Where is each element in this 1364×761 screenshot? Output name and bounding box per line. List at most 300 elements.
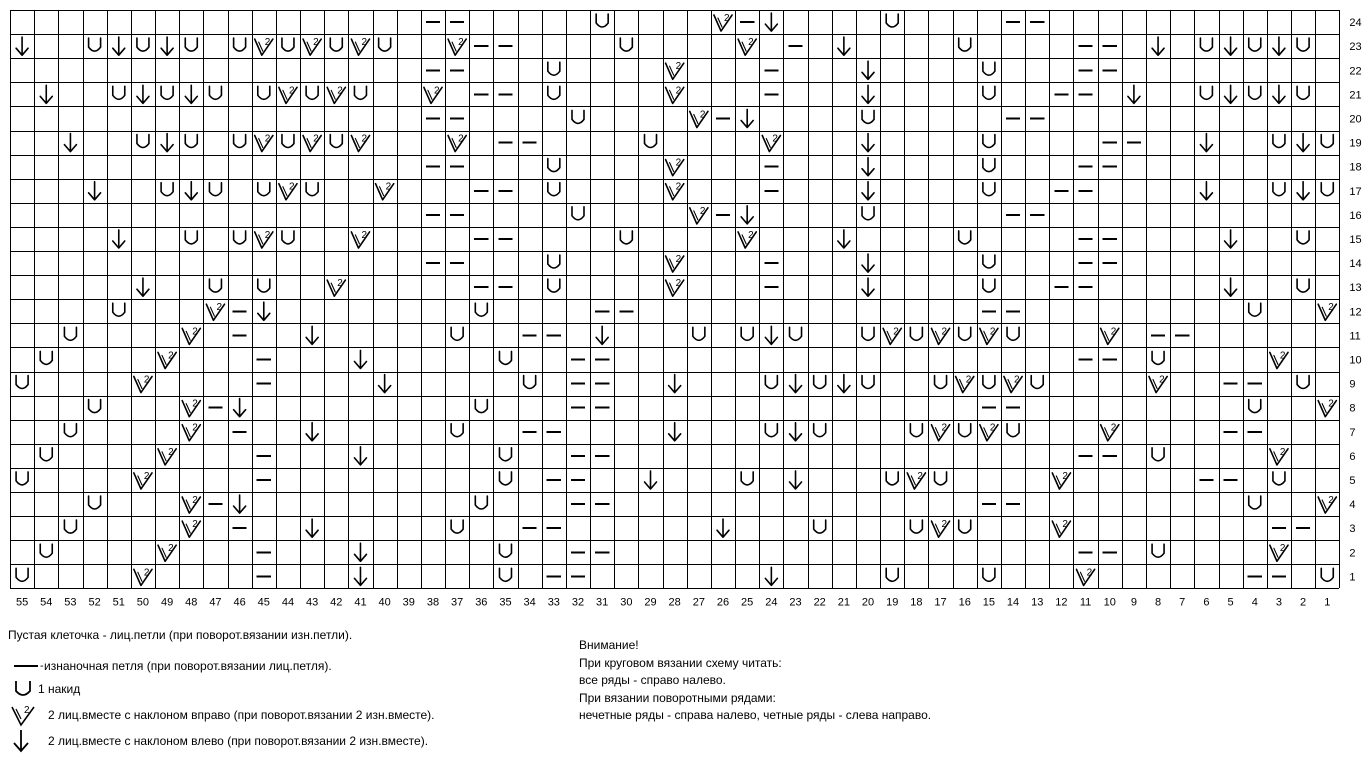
yarn-over-mark xyxy=(306,183,318,196)
yarn-over-mark xyxy=(765,376,777,389)
column-number: 9 xyxy=(1130,596,1137,609)
k2tog-right-two: 2 xyxy=(675,61,682,73)
yarn-over-mark xyxy=(935,472,947,485)
row-number: 18 xyxy=(1349,161,1362,174)
column-number: 45 xyxy=(257,596,270,609)
k2tog-left-mark xyxy=(185,182,197,200)
column-number: 36 xyxy=(475,596,488,609)
yarn-over-mark xyxy=(1297,279,1309,292)
yarn-over-mark xyxy=(910,327,922,340)
k2tog-left-mark xyxy=(354,567,366,585)
yarn-over-mark xyxy=(1321,135,1333,148)
reading-note xyxy=(579,637,931,725)
k2tog-right-two: 2 xyxy=(192,495,198,506)
yarn-over-mark xyxy=(499,544,511,557)
yarn-over-mark xyxy=(983,86,995,99)
yarn-over-mark xyxy=(959,327,971,340)
column-number: 19 xyxy=(886,596,899,609)
k2tog-right-two: 2 xyxy=(1328,495,1334,506)
k2tog-left-mark xyxy=(1152,37,1164,55)
yarn-over-mark xyxy=(451,327,463,340)
yarn-over-mark xyxy=(1273,135,1285,148)
column-number: 46 xyxy=(233,596,246,609)
yarn-over-mark xyxy=(1249,496,1261,509)
row-number: 3 xyxy=(1349,523,1356,536)
k2tog-left-mark xyxy=(790,375,802,393)
yarn-over-mark xyxy=(89,496,101,509)
k2tog-left-mark xyxy=(741,206,753,224)
column-number: 33 xyxy=(547,596,560,609)
row-number: 21 xyxy=(1349,89,1362,102)
k2tog-right-two: 2 xyxy=(1279,543,1286,555)
yarn-over-mark xyxy=(499,568,511,581)
yarn-over-mark xyxy=(330,135,342,148)
k2tog-left-mark xyxy=(717,519,729,537)
yarn-over-mark xyxy=(40,351,52,364)
yarn-over-mark xyxy=(209,86,221,99)
k2tog-left-mark xyxy=(185,85,197,103)
column-number: 54 xyxy=(40,596,53,609)
k2tog-left-mark xyxy=(838,230,850,248)
k2tog-right-two: 2 xyxy=(989,422,996,434)
yarn-over-mark xyxy=(1273,183,1285,196)
yarn-over-mark xyxy=(185,38,197,51)
k2tog-right-two: 2 xyxy=(264,133,271,145)
yarn-over-mark xyxy=(234,38,246,51)
k2tog-right-two: 2 xyxy=(965,374,972,386)
k2tog-right-two: 2 xyxy=(675,85,682,97)
yarn-over-mark xyxy=(886,568,898,581)
k2tog-left-mark xyxy=(790,471,802,489)
k2tog-left-mark xyxy=(234,399,246,417)
k2tog-right-two: 2 xyxy=(192,519,198,531)
yarn-over-mark xyxy=(137,38,149,51)
note-line-5: нечетные ряды - справа налево, четные ряды - слева направо. xyxy=(579,708,932,722)
yarn-over-mark xyxy=(282,231,294,244)
k2tog-right-two: 2 xyxy=(337,278,343,290)
yarn-over-mark xyxy=(113,86,125,99)
k2tog-left-mark xyxy=(234,495,246,513)
column-number: 49 xyxy=(160,596,174,609)
column-number: 55 xyxy=(15,596,29,609)
k2tog-left-mark xyxy=(1297,134,1309,152)
yarn-over-mark xyxy=(741,472,753,485)
k2tog-right-two: 2 xyxy=(143,470,150,482)
yarn-over-mark xyxy=(886,472,898,485)
yarn-over-mark xyxy=(983,135,995,148)
k2tog-left-mark xyxy=(862,254,874,272)
yarn-over-mark xyxy=(983,255,995,268)
k2tog-right-two: 2 xyxy=(1328,302,1334,314)
yarn-over-mark xyxy=(959,424,971,437)
k2tog-right-icon xyxy=(8,703,48,727)
yarn-over-mark xyxy=(185,231,197,244)
k2tog-left-mark xyxy=(64,134,76,152)
yarn-over-mark xyxy=(693,327,705,340)
column-number: 47 xyxy=(209,596,222,609)
k2tog-right-two: 2 xyxy=(748,229,754,241)
yarn-over-mark xyxy=(548,159,560,172)
yarn-over-mark xyxy=(234,135,246,148)
yarn-over-mark xyxy=(64,327,76,340)
row-number: 16 xyxy=(1349,209,1362,222)
k2tog-left-mark xyxy=(1225,230,1237,248)
k2tog-left-mark xyxy=(838,37,850,55)
row-number: 15 xyxy=(1349,233,1362,246)
k2tog-left-mark xyxy=(161,134,173,152)
yarn-over-mark xyxy=(548,255,560,268)
column-number: 22 xyxy=(813,596,826,609)
column-number: 48 xyxy=(185,596,198,609)
yarn-over-mark xyxy=(572,207,584,220)
yarn-over-mark xyxy=(16,568,28,581)
yarn-over-mark xyxy=(137,135,149,148)
column-number: 35 xyxy=(499,596,512,609)
k2tog-left-mark xyxy=(354,543,366,561)
k2tog-right-two: 2 xyxy=(288,181,295,193)
yarn-over-mark xyxy=(282,135,294,148)
k2tog-right-two: 2 xyxy=(675,254,682,265)
yarn-over-mark xyxy=(741,327,753,340)
row-number: 14 xyxy=(1349,258,1362,271)
legend-empty-cell: Пустая клеточка - лиц.петли (при поворот.вязании изн.петли). xyxy=(8,628,353,642)
k2tog-left-mark xyxy=(669,375,681,393)
row-number: 22 xyxy=(1349,65,1362,78)
column-number: 38 xyxy=(426,596,440,609)
k2tog-right-two: 2 xyxy=(941,519,948,531)
yarn-over-mark xyxy=(1297,376,1309,389)
column-number: 20 xyxy=(861,596,875,609)
yarn-over-mark xyxy=(765,424,777,437)
row-number: 24 xyxy=(1349,17,1362,30)
k2tog-left-mark xyxy=(137,85,149,103)
yarn-over-mark xyxy=(959,231,971,244)
k2tog-left-mark xyxy=(790,423,802,441)
yarn-over-mark xyxy=(16,376,28,389)
row-number: 7 xyxy=(1349,426,1356,439)
k2tog-right-two: 2 xyxy=(1062,470,1068,482)
k2tog-left-mark xyxy=(354,447,366,465)
k2tog-left-mark xyxy=(596,326,608,344)
yarn-over-mark xyxy=(379,38,391,51)
column-number: 52 xyxy=(88,596,101,609)
yarn-over-mark xyxy=(1297,231,1309,244)
k2tog-left-mark xyxy=(1225,85,1237,103)
k2tog-left-mark xyxy=(862,158,874,176)
column-number: 43 xyxy=(306,596,319,609)
yarn-over-mark xyxy=(910,520,922,533)
row-number: 13 xyxy=(1349,282,1362,295)
k2tog-left-mark xyxy=(354,350,366,368)
legend-k2tog-right xyxy=(8,703,435,727)
row-number: 1 xyxy=(1349,571,1356,584)
k2tog-left-mark xyxy=(306,326,318,344)
k2tog-left-mark xyxy=(765,13,777,31)
k2tog-left-mark xyxy=(1128,85,1140,103)
k2tog-right-two: 2 xyxy=(337,85,343,97)
yarn-over-mark xyxy=(596,14,608,27)
k2tog-right-two: 2 xyxy=(288,85,295,97)
k2tog-left-mark xyxy=(862,134,874,152)
yarn-over-mark xyxy=(330,38,342,51)
yarn-over-mark xyxy=(475,400,487,413)
legend-yarn-over-label: 1 накид xyxy=(38,682,81,696)
column-number: 13 xyxy=(1031,596,1044,609)
k2tog-left-mark xyxy=(1200,182,1212,200)
k2tog-right-two: 2 xyxy=(385,181,392,193)
yarn-over-mark xyxy=(161,183,173,196)
legend-k2tog-left-label: 2 лиц.вместе с наклоном влево (при поворот.вязании 2 изн.вместе). xyxy=(48,734,429,748)
yarn-over-mark xyxy=(935,376,947,389)
k2tog-left-mark xyxy=(862,278,874,296)
yarn-over-mark xyxy=(40,448,52,461)
purl-icon xyxy=(8,656,44,676)
yarn-over-mark xyxy=(1249,400,1261,413)
k2tog-right-two: 2 xyxy=(458,37,464,49)
yarn-over-mark xyxy=(1007,424,1019,437)
yarn-over-mark xyxy=(1273,472,1285,485)
k2tog-right-two: 2 xyxy=(893,326,899,338)
column-number: 16 xyxy=(958,596,971,609)
k2tog-right-two: 2 xyxy=(699,205,706,217)
k2tog-left-mark xyxy=(1273,85,1285,103)
legend-purl xyxy=(8,654,332,678)
column-number: 50 xyxy=(136,596,150,609)
column-number: 23 xyxy=(789,596,802,609)
yarn-over-mark xyxy=(983,62,995,75)
k2tog-left-mark xyxy=(40,85,52,103)
column-number: 26 xyxy=(716,596,730,609)
yarn-over-mark xyxy=(862,376,874,389)
yarn-over-mark xyxy=(1321,568,1333,581)
k2tog-right-two: 2 xyxy=(1062,519,1068,531)
yarn-over-mark xyxy=(499,472,511,485)
k2tog-left-mark xyxy=(838,375,850,393)
k2tog-right-two: 2 xyxy=(458,133,464,145)
column-number: 7 xyxy=(1179,596,1186,609)
k2tog-left-mark xyxy=(113,37,125,55)
row-number: 20 xyxy=(1349,113,1362,126)
column-number: 28 xyxy=(668,596,681,609)
yarn-over-mark xyxy=(862,110,874,123)
yarn-over-mark xyxy=(645,135,657,148)
yarn-over-mark xyxy=(814,520,826,533)
column-number: 10 xyxy=(1103,596,1116,609)
yarn-over-mark xyxy=(1152,544,1164,557)
yarn-over-mark xyxy=(1249,303,1261,316)
yarn-over-mark xyxy=(1249,38,1261,51)
row-number: 12 xyxy=(1349,306,1362,319)
yarn-over-icon xyxy=(8,677,38,701)
column-number: 32 xyxy=(571,596,585,609)
yarn-over-mark xyxy=(209,183,221,196)
k2tog-left-mark xyxy=(669,423,681,441)
k2tog-right-two: 2 xyxy=(168,350,174,362)
yarn-over-mark xyxy=(886,14,898,27)
column-number: 30 xyxy=(620,596,633,609)
yarn-over-mark xyxy=(64,520,76,533)
yarn-over-mark xyxy=(1297,38,1309,51)
column-number: 40 xyxy=(378,596,391,609)
k2tog-left-icon xyxy=(8,728,48,754)
column-number: 29 xyxy=(644,596,657,609)
yarn-over-mark xyxy=(620,231,632,244)
yarn-over-mark xyxy=(959,38,971,51)
column-number: 5 xyxy=(1227,596,1234,609)
k2tog-left-mark xyxy=(645,471,657,489)
row-number: 5 xyxy=(1349,474,1356,487)
column-number: 21 xyxy=(837,596,850,609)
svg-text:2: 2 xyxy=(24,705,30,716)
note-line-3: все ряды - справо налево. xyxy=(579,673,726,687)
k2tog-left-mark xyxy=(862,85,874,103)
column-number: 12 xyxy=(1055,596,1068,609)
k2tog-right-two: 2 xyxy=(1110,326,1117,338)
yarn-over-mark xyxy=(16,472,28,485)
row-number: 4 xyxy=(1349,499,1356,512)
row-number: 23 xyxy=(1349,41,1362,54)
k2tog-right-two: 2 xyxy=(917,470,923,482)
k2tog-left-mark xyxy=(161,37,173,55)
column-number: 8 xyxy=(1155,596,1162,609)
k2tog-right-two: 2 xyxy=(675,181,682,193)
column-number: 31 xyxy=(596,596,609,609)
column-number: 18 xyxy=(910,596,923,609)
yarn-over-mark xyxy=(209,279,221,292)
column-number: 27 xyxy=(692,596,705,609)
k2tog-left-mark xyxy=(379,375,391,393)
yarn-over-mark xyxy=(499,448,511,461)
column-number: 41 xyxy=(354,596,367,609)
k2tog-left-mark xyxy=(862,61,874,79)
row-number: 9 xyxy=(1349,378,1356,391)
k2tog-left-mark xyxy=(765,326,777,344)
yarn-over-mark xyxy=(862,327,874,340)
k2tog-right-two: 2 xyxy=(1110,422,1117,434)
yarn-over-mark xyxy=(983,568,995,581)
k2tog-right-two: 2 xyxy=(192,422,198,434)
yarn-over-mark xyxy=(306,86,318,99)
yarn-over-mark xyxy=(790,327,802,340)
yarn-over-mark xyxy=(451,424,463,437)
yarn-over-mark xyxy=(959,520,971,533)
column-number: 2 xyxy=(1300,596,1307,609)
column-number: 37 xyxy=(451,596,464,609)
k2tog-right-two: 2 xyxy=(313,133,319,145)
column-number: 14 xyxy=(1006,596,1020,609)
k2tog-right-two: 2 xyxy=(772,133,778,145)
legend-k2tog-left xyxy=(8,729,428,753)
k2tog-right-two: 2 xyxy=(361,229,368,241)
k2tog-right-two: 2 xyxy=(699,109,706,121)
k2tog-right-two: 2 xyxy=(675,278,682,290)
k2tog-right-two: 2 xyxy=(143,567,150,579)
yarn-over-mark xyxy=(983,183,995,196)
column-number: 53 xyxy=(64,596,77,609)
column-number: 42 xyxy=(330,596,343,609)
yarn-over-mark xyxy=(258,279,270,292)
column-number: 25 xyxy=(741,596,754,609)
svg-text:-: - xyxy=(40,660,44,672)
column-number: 24 xyxy=(765,596,778,609)
k2tog-right-two: 2 xyxy=(724,13,730,24)
row-number: 19 xyxy=(1349,137,1362,150)
yarn-over-mark xyxy=(1321,183,1333,196)
yarn-over-mark xyxy=(548,279,560,292)
k2tog-right-two: 2 xyxy=(675,157,682,169)
yarn-over-mark xyxy=(548,62,560,75)
yarn-over-mark xyxy=(983,376,995,389)
k2tog-left-mark xyxy=(1200,134,1212,152)
row-number: 10 xyxy=(1349,354,1362,367)
k2tog-left-mark xyxy=(89,182,101,200)
column-number: 1 xyxy=(1324,596,1331,609)
k2tog-right-two: 2 xyxy=(1086,567,1093,579)
k2tog-left-mark xyxy=(1225,278,1237,296)
k2tog-right-two: 2 xyxy=(433,85,440,97)
yarn-over-mark xyxy=(1031,376,1043,389)
k2tog-right-two: 2 xyxy=(168,446,174,458)
yarn-over-mark xyxy=(1152,448,1164,461)
yarn-over-mark xyxy=(1249,86,1261,99)
k2tog-left-mark xyxy=(16,37,28,55)
column-number: 6 xyxy=(1203,596,1210,609)
yarn-over-mark xyxy=(1200,86,1212,99)
yarn-over-mark xyxy=(161,86,173,99)
legend-purl-label: изнаночная петля (при поворот.вязании лиц.петля). xyxy=(44,659,332,673)
yarn-over-mark xyxy=(499,351,511,364)
note-line-2: При круговом вязании схему читать: xyxy=(579,655,782,670)
k2tog-left-mark xyxy=(1225,37,1237,55)
k2tog-right-two: 2 xyxy=(1279,446,1286,458)
k2tog-right-two: 2 xyxy=(361,133,368,145)
k2tog-right-two: 2 xyxy=(264,229,271,241)
k2tog-left-mark xyxy=(1273,37,1285,55)
column-number: 17 xyxy=(934,596,947,609)
k2tog-left-mark xyxy=(306,423,318,441)
column-number: 51 xyxy=(112,596,125,609)
k2tog-right-two: 2 xyxy=(941,422,948,434)
k2tog-left-mark xyxy=(258,302,270,320)
k2tog-left-mark xyxy=(1297,182,1309,200)
yarn-over-mark xyxy=(548,86,560,99)
row-number: 11 xyxy=(1349,330,1361,343)
yarn-over-mark xyxy=(258,183,270,196)
row-number: 6 xyxy=(1349,450,1356,463)
k2tog-right-two: 2 xyxy=(264,37,271,49)
yarn-over-mark xyxy=(113,303,125,316)
yarn-over-mark xyxy=(1152,351,1164,364)
yarn-over-mark xyxy=(983,159,995,172)
k2tog-right-two: 2 xyxy=(361,37,368,49)
yarn-over-mark xyxy=(475,496,487,509)
yarn-over-mark xyxy=(258,86,270,99)
k2tog-right-two: 2 xyxy=(216,302,223,314)
yarn-over-mark xyxy=(451,520,463,533)
note-line-1: Внимание! xyxy=(579,638,639,652)
yarn-over-mark xyxy=(64,424,76,437)
note-line-4: При вязании поворотными рядами: xyxy=(579,690,776,705)
legend-yarn-over xyxy=(8,677,80,701)
yarn-over-mark xyxy=(89,38,101,51)
k2tog-right-two: 2 xyxy=(168,543,174,555)
k2tog-left-mark xyxy=(306,519,318,537)
row-number: 2 xyxy=(1349,547,1356,560)
k2tog-right-two: 2 xyxy=(192,398,198,410)
k2tog-right-two: 2 xyxy=(748,37,754,49)
yarn-over-mark xyxy=(1200,38,1212,51)
k2tog-right-two: 2 xyxy=(1159,374,1165,386)
